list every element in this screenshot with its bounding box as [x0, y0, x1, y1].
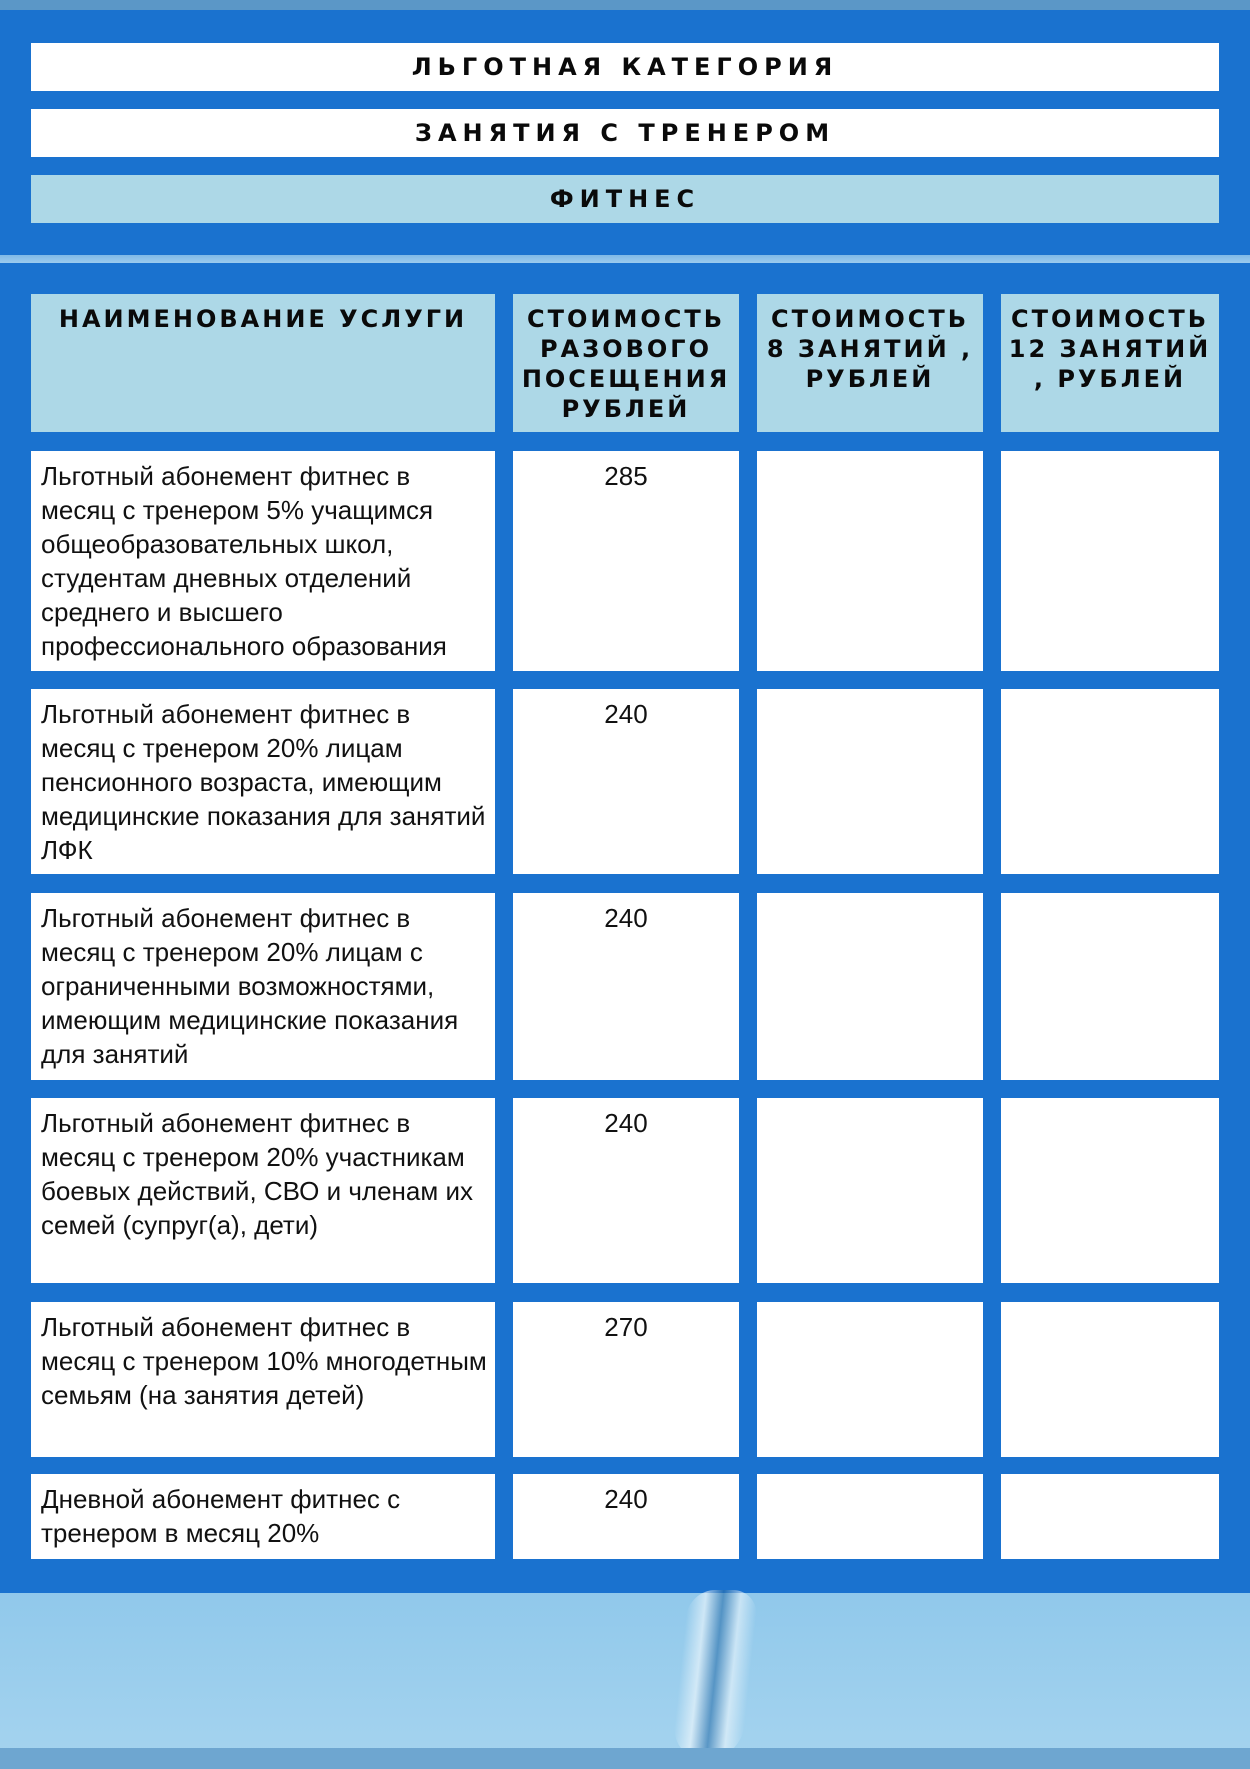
- bottom-strip: [0, 1748, 1250, 1769]
- table-row-twelve-price: [1001, 893, 1219, 1080]
- table-row-eight-price: [757, 1302, 983, 1457]
- table-row-single-price: 270: [513, 1302, 739, 1457]
- table-row-twelve-price: [1001, 1098, 1219, 1283]
- category-banner: ЛЬГОТНАЯ КАТЕГОРИЯ: [31, 43, 1219, 91]
- table-row-single-price: 240: [513, 689, 739, 874]
- table-row-single-price: 285: [513, 451, 739, 671]
- header-twelve-price: СТОИМОСТЬ 12 ЗАНЯТИЙ , РУБЛЕЙ: [1001, 294, 1219, 432]
- table-row-twelve-price: [1001, 689, 1219, 874]
- table-row-eight-price: [757, 1098, 983, 1283]
- header-service-name: НАИМЕНОВАНИЕ УСЛУГИ: [31, 294, 495, 432]
- table-row-name: Льготный абонемент фитнес в месяц с тренером 5% учащимся общеобразовательных школ, студентам дневных отделений среднего и высшего профессионального образования: [31, 451, 495, 671]
- header-eight-price: СТОИМОСТЬ 8 ЗАНЯТИЙ , РУБЛЕЙ: [757, 294, 983, 432]
- divider-band: [0, 255, 1250, 263]
- top-strip: [0, 0, 1250, 10]
- header-single-price: СТОИМОСТЬ РАЗОВОГО ПОСЕЩЕНИЯ РУБЛЕЙ: [513, 294, 739, 432]
- table-row-single-price: 240: [513, 893, 739, 1080]
- table-row-name: Льготный абонемент фитнес в месяц с тренером 20% лицам пенсионного возраста, имеющим медицинские показания для занятий ЛФК: [31, 689, 495, 874]
- table-row-twelve-price: [1001, 1302, 1219, 1457]
- table-row-name: Дневной абонемент фитнес с тренером в месяц 20%: [31, 1474, 495, 1559]
- table-row-eight-price: [757, 1474, 983, 1559]
- section-banner: ФИТНЕС: [31, 175, 1219, 223]
- table-row-single-price: 240: [513, 1474, 739, 1559]
- table-row-eight-price: [757, 451, 983, 671]
- trainer-banner: ЗАНЯТИЯ С ТРЕНЕРОМ: [31, 109, 1219, 157]
- water-splash-decoration: [671, 1590, 759, 1760]
- table-row-name: Льготный абонемент фитнес в месяц с тренером 20% лицам с ограниченными возможностями, имеющим медицинские показания для занятий: [31, 893, 495, 1080]
- table-row-name: Льготный абонемент фитнес в месяц с тренером 20% участникам боевых действий, СВО и членам их семей (супруг(а), дети): [31, 1098, 495, 1283]
- table-row-twelve-price: [1001, 1474, 1219, 1559]
- table-row-eight-price: [757, 689, 983, 874]
- table-row-single-price: 240: [513, 1098, 739, 1283]
- table-row-eight-price: [757, 893, 983, 1080]
- table-row-twelve-price: [1001, 451, 1219, 671]
- table-row-name: Льготный абонемент фитнес в месяц с тренером 10% многодетным семьям (на занятия детей): [31, 1302, 495, 1457]
